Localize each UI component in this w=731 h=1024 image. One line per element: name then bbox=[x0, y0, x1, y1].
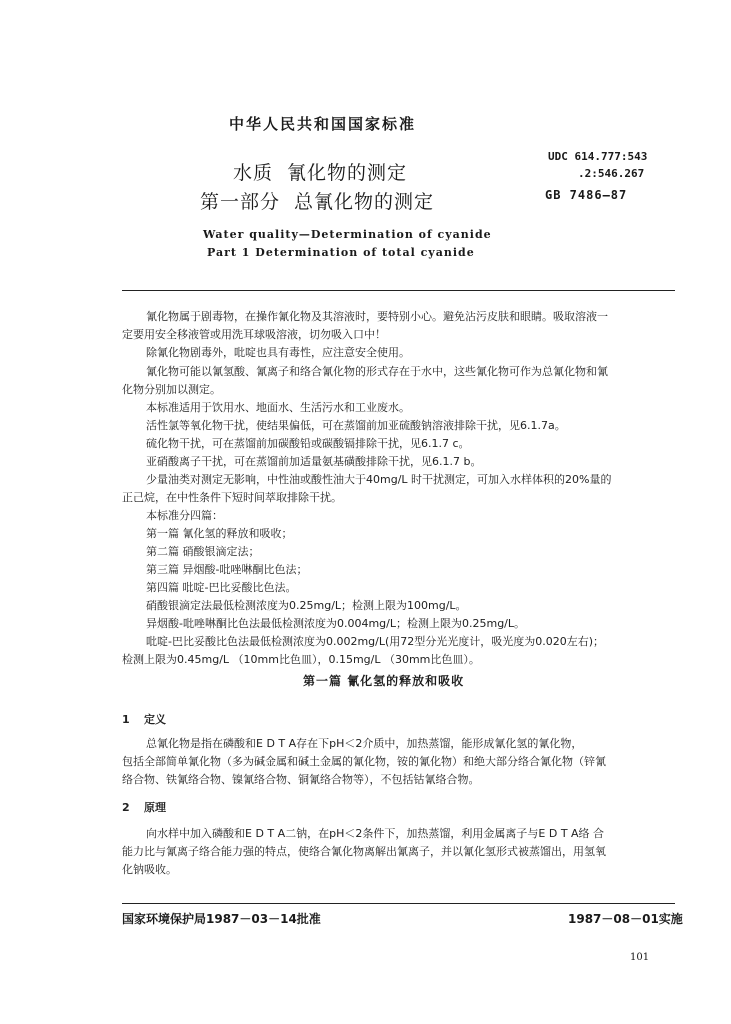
title-line-2 bbox=[200, 187, 434, 214]
bottom-divider bbox=[122, 903, 675, 904]
title-line-1 bbox=[233, 158, 407, 185]
section-1-line: 包括全部简单氰化物（多为碱金属和碱土金属的氰化物，铵的氰化物）和绝大部分络合氰化物（锌氰 bbox=[122, 755, 606, 768]
intro-line: 检测上限为0.45mg/L （10mm比色皿），0.15mg/L （30mm比色皿）。 bbox=[122, 653, 480, 666]
intro-line: 亚硝酸离子干扰，可在蒸馏前加适量氨基磺酸排除干扰，见6.1.7 b。 bbox=[146, 455, 482, 468]
section-1-number: 1 bbox=[122, 713, 130, 726]
part-one-title: 第一篇 氰化氢的释放和吸收 bbox=[303, 674, 465, 688]
title-line-1-part-b: 氰化物的测定 bbox=[287, 162, 408, 184]
section-2-line: 能力比与氰离子络合能力强的特点，使络合氰化物离解出氰离子，并以氰化氢形式被蒸馏出，用氢氧 bbox=[122, 845, 606, 858]
approval-line: 国家环境保护局1987－03－14批准 bbox=[122, 912, 321, 926]
section-1-title: 定义 bbox=[144, 713, 166, 726]
effective-date-line: 1987－08－01实施 bbox=[568, 912, 683, 926]
english-title-line-2: Part 1 Determination of total cyanide bbox=[207, 246, 475, 259]
section-1-heading bbox=[122, 711, 166, 727]
udc-code-line-1: UDC 614.777:543 bbox=[548, 150, 648, 163]
intro-line: 第二篇 硝酸银滴定法； bbox=[146, 545, 260, 558]
title-line-2-part-b: 总氰化物的测定 bbox=[294, 191, 435, 213]
intro-line: 硝酸银滴定法最低检测浓度为0.25mg/L；检测上限为100mg/L。 bbox=[146, 599, 467, 612]
title-line-1-part-a: 水质 bbox=[233, 162, 274, 184]
section-2-heading bbox=[122, 799, 166, 815]
udc-code-line-2: .2:546.267 bbox=[578, 167, 645, 180]
section-2-number: 2 bbox=[122, 801, 130, 814]
section-1-line: 络合物、铁氰络合物、镍氰络合物、铜氰络合物等），不包括钴氰络合物。 bbox=[122, 773, 480, 786]
top-divider bbox=[122, 290, 675, 291]
intro-line: 本标准分四篇： bbox=[146, 509, 223, 522]
intro-line: 除氰化物剧毒外，吡啶也具有毒性，应注意安全使用。 bbox=[146, 346, 410, 359]
intro-line: 本标准适用于饮用水、地面水、生活污水和工业废水。 bbox=[146, 401, 410, 414]
intro-line: 第四篇 吡啶-巴比妥酸比色法。 bbox=[146, 581, 297, 594]
intro-line: 氰化物属于剧毒物，在操作氰化物及其溶液时，要特别小心。避免沾污皮肤和眼睛。吸取溶液一 bbox=[146, 310, 608, 323]
page-number: 101 bbox=[630, 952, 650, 963]
intro-line: 第一篇 氰化氢的释放和吸收； bbox=[146, 527, 293, 540]
section-1-line: 总氰化物是指在磷酸和E D T A存在下pH＜2介质中，加热蒸馏，能形成氰化氢的氰化物， bbox=[146, 737, 583, 750]
intro-line: 氰化物可能以氰氢酸、氰离子和络合氰化物的形式存在于水中，这些氰化物可作为总氰化物和氰 bbox=[146, 365, 608, 378]
intro-line: 正己烷，在中性条件下短时间萃取排除干扰。 bbox=[122, 491, 342, 504]
intro-line: 少量油类对测定无影响，中性油或酸性油大于40mg/L 时干扰测定，可加入水样体积的20%量的 bbox=[146, 473, 612, 486]
title-line-2-part-a: 第一部分 bbox=[200, 191, 281, 213]
intro-line: 化物分别加以测定。 bbox=[122, 383, 221, 396]
section-2-line: 向水样中加入磷酸和E D T A二钠，在pH＜2条件下，加热蒸馏，利用金属离子与E D T A络 合 bbox=[146, 827, 605, 840]
intro-line: 定要用安全移液管或用洗耳球吸溶液，切勿吸入口中！ bbox=[122, 328, 386, 341]
english-title-line-1: Water quality—Determination of cyanide bbox=[203, 228, 492, 241]
intro-line: 硫化物干扰，可在蒸馏前加碳酸铅或碳酸镉排除干扰，见6.1.7 c。 bbox=[146, 437, 470, 450]
intro-line: 第三篇 异烟酸-吡唑啉酮比色法； bbox=[146, 563, 308, 576]
intro-line: 异烟酸-吡唑啉酮比色法最低检测浓度为0.004mg/L；检测上限为0.25mg/L。 bbox=[146, 617, 526, 630]
section-2-title: 原理 bbox=[144, 801, 166, 814]
national-standard-heading: 中华人民共和国国家标准 bbox=[229, 115, 417, 133]
section-2-line: 化钠吸收。 bbox=[122, 863, 177, 876]
gb-standard-number: GB 7486—87 bbox=[545, 188, 628, 202]
intro-line: 活性氯等氧化物干扰，使结果偏低，可在蒸馏前加亚硫酸钠溶液排除干扰，见6.1.7a。 bbox=[146, 419, 566, 432]
intro-line: 吡啶-巴比妥酸比色法最低检测浓度为0.002mg/L(用72型分光光度计，吸光度为0.020左右)； bbox=[146, 635, 605, 648]
